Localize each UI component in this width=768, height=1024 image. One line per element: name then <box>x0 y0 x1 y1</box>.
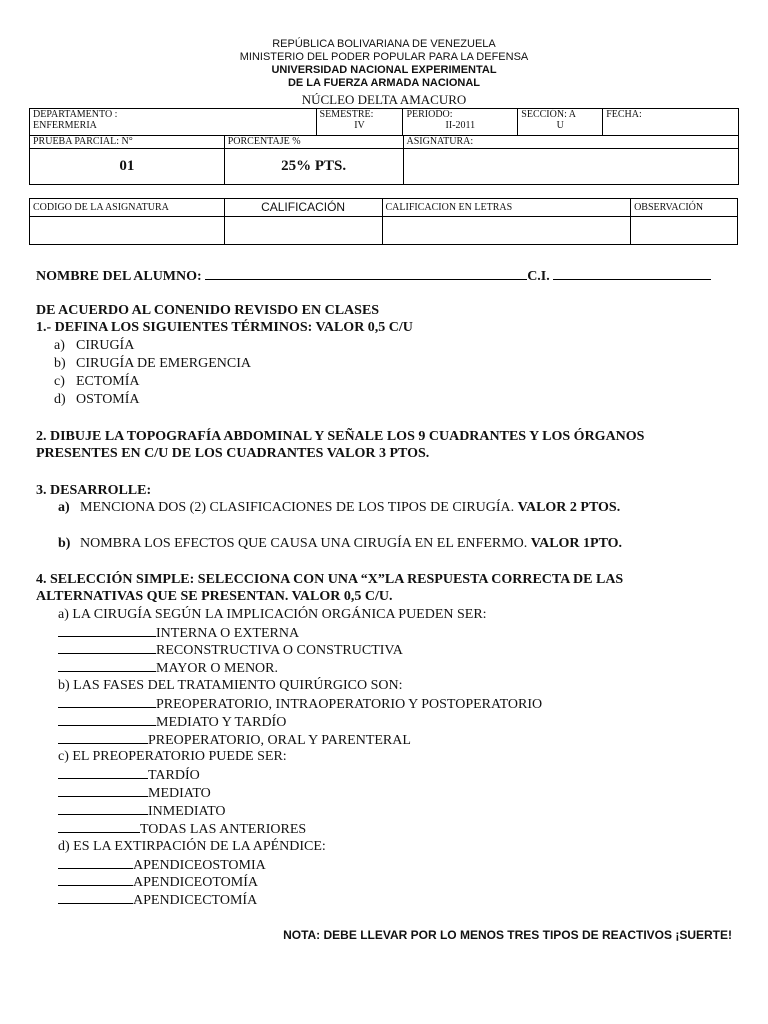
header-nucleo: NÚCLEO DELTA AMACURO <box>301 92 467 107</box>
periodo-label: PERIODO: <box>406 109 453 120</box>
q4-a-stem: a) LA CIRUGÍA SEGÚN LA IMPLICACIÓN ORGÁNICA PUEDEN SER: <box>58 607 487 622</box>
porcentaje-value: 25% PTS. <box>224 149 403 185</box>
q4-option: TARDÍO <box>58 766 200 784</box>
answer-blank[interactable] <box>58 784 148 797</box>
asignatura-label: ASIGNATURA: <box>403 136 739 149</box>
q2-line1: 2. DIBUJE LA TOPOGRAFÍA ABDOMINAL Y SEÑALE LOS 9 CUADRANTES Y LOS ÓRGANOS <box>36 429 645 444</box>
prueba-table <box>29 135 739 185</box>
q4-option: PREOPERATORIO, ORAL Y PARENTERAL <box>58 731 411 749</box>
q4-option: MAYOR O MENOR. <box>58 659 278 677</box>
header-universidad: UNIVERSIDAD NACIONAL EXPERIMENTAL <box>271 64 497 76</box>
answer-blank[interactable] <box>58 820 140 833</box>
answer-blank[interactable] <box>58 624 156 637</box>
answer-blank[interactable] <box>58 695 156 708</box>
q1-item: c) ECTOMÍA <box>54 374 140 389</box>
q4-option: APENDICECTOMÍA <box>58 891 257 909</box>
fecha-cell[interactable] <box>603 109 739 136</box>
q4-option: PREOPERATORIO, INTRAOPERATORIO Y POSTOPERATORIO <box>58 695 542 713</box>
seccion-label: SECCIÓN: A <box>521 109 577 120</box>
answer-blank[interactable] <box>58 802 148 815</box>
answer-blank[interactable] <box>58 856 133 869</box>
semestre-value: IV <box>354 120 365 131</box>
q1-item: a) CIRUGÍA <box>54 338 135 353</box>
q4-option: APENDICEOSTOMIA <box>58 856 266 874</box>
departamento-label: DEPARTAMENTO : <box>33 109 118 120</box>
q4-option: APENDICEOTOMÍA <box>58 873 258 891</box>
nombre-field[interactable] <box>205 267 527 280</box>
answer-blank[interactable] <box>58 891 133 904</box>
intro-text: DE ACUERDO AL CONENIDO REVISDO EN CLASES <box>36 303 380 318</box>
fecha-label: FECHA: <box>606 109 642 120</box>
q3-title: 3. DESARROLLE: <box>36 483 152 498</box>
answer-blank[interactable] <box>58 873 133 886</box>
answer-blank[interactable] <box>58 659 156 672</box>
q4-option: MEDIATO <box>58 784 211 802</box>
q4-d-stem: d) ES LA EXTIRPACIÓN DE LA APÉNDICE: <box>58 839 326 854</box>
header-republica: REPÚBLICA BOLIVARIANA DE VENEZUELA <box>272 38 496 50</box>
asignatura-field[interactable] <box>403 149 739 185</box>
grade-table <box>29 198 738 245</box>
ci-field[interactable] <box>553 267 711 280</box>
periodo-value: II-2011 <box>445 120 476 131</box>
header-ministerio: MINISTERIO DEL PODER POPULAR PARA LA DEFENSA <box>239 51 529 63</box>
letras-field[interactable] <box>382 217 631 245</box>
answer-blank[interactable] <box>58 731 148 744</box>
observacion-label: OBSERVACIÓN <box>631 199 738 217</box>
letras-label: CALIFICACION EN LETRAS <box>382 199 631 217</box>
q4-option: INMEDIATO <box>58 802 226 820</box>
prueba-label: PRUEBA PARCIAL: N° <box>30 136 225 149</box>
semestre-label: SEMESTRE: <box>319 109 374 120</box>
header-fuerza-armada: DE LA FUERZA ARMADA NACIONAL <box>287 77 481 89</box>
q3-item-b: b) NOMBRA LOS EFECTOS QUE CAUSA UNA CIRUGÍA EN EL ENFERMO. VALOR 1PTO. <box>58 536 623 551</box>
q4-option: TODAS LAS ANTERIORES <box>58 820 306 838</box>
q4-b-stem: b) LAS FASES DEL TRATAMIENTO QUIRÚRGICO SON: <box>58 678 403 693</box>
seccion-cell <box>518 109 603 136</box>
ci-label: C.I. <box>527 269 550 284</box>
q4-line2: ALTERNATIVAS QUE SE PRESENTAN. VALOR 0,5 C/U. <box>36 589 393 604</box>
seccion-value: U <box>556 120 564 131</box>
q3-item-a: a) MENCIONA DOS (2) CLASIFICACIONES DE LOS TIPOS DE CIRUGÍA. VALOR 2 PTOS. <box>58 500 621 515</box>
prueba-value: 01 <box>30 149 225 185</box>
q4-c-stem: c) EL PREOPERATORIO PUEDE SER: <box>58 749 287 764</box>
q4-line1: 4. SELECCIÓN SIMPLE: SELECCIONA CON UNA “X”LA RESPUESTA CORRECTA DE LAS <box>36 572 624 587</box>
departamento-cell <box>30 109 317 136</box>
q4-option: RECONSTRUCTIVA O CONSTRUCTIVA <box>58 641 403 659</box>
departamento-value: ENFERMERIA <box>33 120 97 131</box>
q4-option: MEDIATO Y TARDÍO <box>58 713 286 731</box>
codigo-label: CODIGO DE LA ASIGNATURA <box>30 199 225 217</box>
answer-blank[interactable] <box>58 641 156 654</box>
q4-option: INTERNA O EXTERNA <box>58 624 299 642</box>
calificacion-label: CALIFICACIÓN <box>224 199 382 217</box>
observacion-field[interactable] <box>631 217 738 245</box>
info-table <box>29 108 739 136</box>
nombre-label: NOMBRE DEL ALUMNO: <box>36 269 202 284</box>
q1-item: d) OSTOMÍA <box>54 392 140 407</box>
porcentaje-label: PORCENTAJE % <box>224 136 403 149</box>
nota-text: NOTA: DEBE LLEVAR POR LO MENOS TRES TIPOS DE REACTIVOS ¡SUERTE! <box>283 928 732 942</box>
codigo-field[interactable] <box>30 217 225 245</box>
q1-item: b) CIRUGÍA DE EMERGENCIA <box>54 356 251 371</box>
answer-blank[interactable] <box>58 713 156 726</box>
semestre-cell <box>316 109 403 136</box>
periodo-cell <box>403 109 518 136</box>
calificacion-field[interactable] <box>224 217 382 245</box>
q2-line2: PRESENTES EN C/U DE LOS CUADRANTES VALOR 3 PTOS. <box>36 446 430 461</box>
q1-title: 1.- DEFINA LOS SIGUIENTES TÉRMINOS: VALOR 0,5 C/U <box>36 320 413 335</box>
answer-blank[interactable] <box>58 766 148 779</box>
student-line <box>36 267 711 285</box>
